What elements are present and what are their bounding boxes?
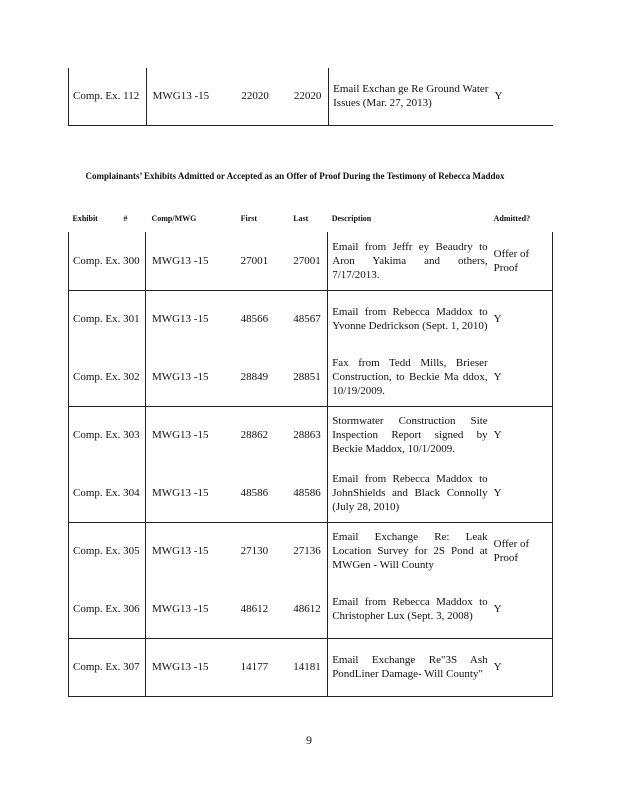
description-cell: Email Exchange Re"3S Ash PondLiner Damage- Will County": [328, 638, 488, 696]
description-cell: Email from Jeffr ey Beaudry to Aron Yakima and others, 7/17/2013.: [328, 232, 488, 290]
description-cell: Email from Rebecca Maddox to Christopher Lux (Sept. 3, 2008): [328, 580, 488, 638]
exhibit-cell: Comp. Ex. 303: [69, 406, 146, 464]
comp-mwg-cell: MWG13 -15: [145, 464, 236, 522]
table-row: [69, 638, 553, 696]
admitted-cell: Y: [488, 638, 553, 696]
comp-mwg-cell: MWG13 -15: [145, 406, 236, 464]
exhibits-table: [68, 210, 553, 697]
comp-mwg-cell: MWG13 -15: [145, 638, 236, 696]
page-number: 9: [306, 733, 312, 747]
first-page-cell: 48566: [240, 313, 269, 326]
table-row: [69, 290, 553, 348]
table-row: [69, 348, 553, 406]
admitted-cell: Offer of Proof: [488, 232, 553, 290]
last-page-cell: 28863: [293, 429, 321, 442]
header-first: First: [240, 214, 258, 223]
exhibit-cell: Comp. Ex. 305: [69, 522, 146, 580]
exhibit-cell: Comp. Ex. 300: [69, 232, 146, 290]
exhibit-cell: Comp. Ex. 301: [69, 290, 146, 348]
table-header-row: [69, 210, 553, 232]
header-comp-mwg: Comp/MWG: [151, 214, 197, 223]
first-page-cell: 28862: [240, 429, 269, 442]
table-row: [69, 232, 553, 290]
admitted-cell: Y: [488, 348, 553, 406]
table-row: [69, 522, 553, 580]
comp-mwg-cell: MWG13 -15: [145, 348, 236, 406]
last-page-cell: 28851: [293, 370, 321, 383]
first-page-cell: 27130: [240, 545, 269, 558]
header-number-sign: #: [123, 214, 128, 223]
comp-mwg-cell: MWG13 -15: [145, 580, 236, 638]
comp-mwg-cell: MWG13 -15: [145, 232, 236, 290]
description-cell: Fax from Tedd Mills, Brieser Construction, to Beckie Ma ddox, 10/19/2009.: [328, 348, 488, 406]
last-page-cell: 48567: [293, 313, 321, 326]
header-description: Description: [331, 214, 372, 223]
header-exhibit-label: Exhibit: [72, 214, 98, 223]
description-cell: Email from Rebecca Maddox to JohnShields and Black Connolly (July 28, 2010): [328, 464, 488, 522]
last-page-cell: 48612: [293, 602, 321, 615]
table-row: [69, 464, 553, 522]
exhibit-cell: Comp. Ex. 307: [69, 638, 146, 696]
last-page-cell: 14181: [293, 661, 321, 673]
exhibit-cell: Comp. Ex. 112: [69, 68, 147, 125]
header-last: Last: [293, 214, 309, 223]
first-page-cell: 48612: [240, 602, 269, 615]
first-page-cell: 27001: [240, 254, 269, 267]
admitted-cell: Y: [494, 90, 503, 103]
exhibit-cell: Comp. Ex. 302: [69, 348, 146, 406]
table-row: [69, 580, 553, 638]
first-page-cell: 14177: [240, 661, 269, 673]
description-cell: Email from Rebecca Maddox to Yvonne Dedrickson (Sept. 1, 2010): [328, 290, 488, 348]
admitted-cell: Y: [488, 464, 553, 522]
description-cell: Email Exchange Re: Leak Location Survey for 2S Pond at MWGen - Will County: [328, 522, 488, 580]
admitted-cell: Y: [488, 406, 553, 464]
last-page-cell: 22020: [293, 90, 322, 103]
header-exhibit: [69, 210, 146, 232]
continued-exhibit-table: [68, 68, 553, 126]
comp-mwg-cell: MWG13 -15: [145, 290, 236, 348]
table-caption: Complainants’ Exhibits Admitted or Accepted as an Offer of Proof During the Testimony of Rebecca Maddox: [85, 171, 505, 181]
header-admitted: Admitted?: [493, 214, 531, 223]
table-row: [69, 406, 553, 464]
last-page-cell: 27001: [293, 254, 321, 267]
table-row: [69, 68, 554, 125]
comp-mwg-cell: MWG13 -15: [145, 522, 236, 580]
last-page-cell: 48586: [293, 486, 321, 499]
exhibit-cell: Comp. Ex. 306: [69, 580, 146, 638]
comp-mwg-cell: MWG13 -15: [146, 68, 237, 125]
exhibit-cell: Comp. Ex. 304: [69, 464, 146, 522]
admitted-cell: Offer of Proof: [488, 522, 553, 580]
last-page-cell: 27136: [293, 545, 321, 558]
admitted-cell: Y: [488, 580, 553, 638]
description-cell: Email Exchan ge Re Ground Water Issues (Mar. 27, 2013): [329, 68, 489, 125]
first-page-cell: 22020: [241, 90, 269, 103]
admitted-cell: Y: [488, 290, 553, 348]
first-page-cell: 28849: [240, 370, 269, 383]
description-cell: Stormwater Construction Site Inspection Report signed by Beckie Maddox, 10/1/2009.: [328, 406, 488, 464]
first-page-cell: 48586: [240, 486, 269, 499]
